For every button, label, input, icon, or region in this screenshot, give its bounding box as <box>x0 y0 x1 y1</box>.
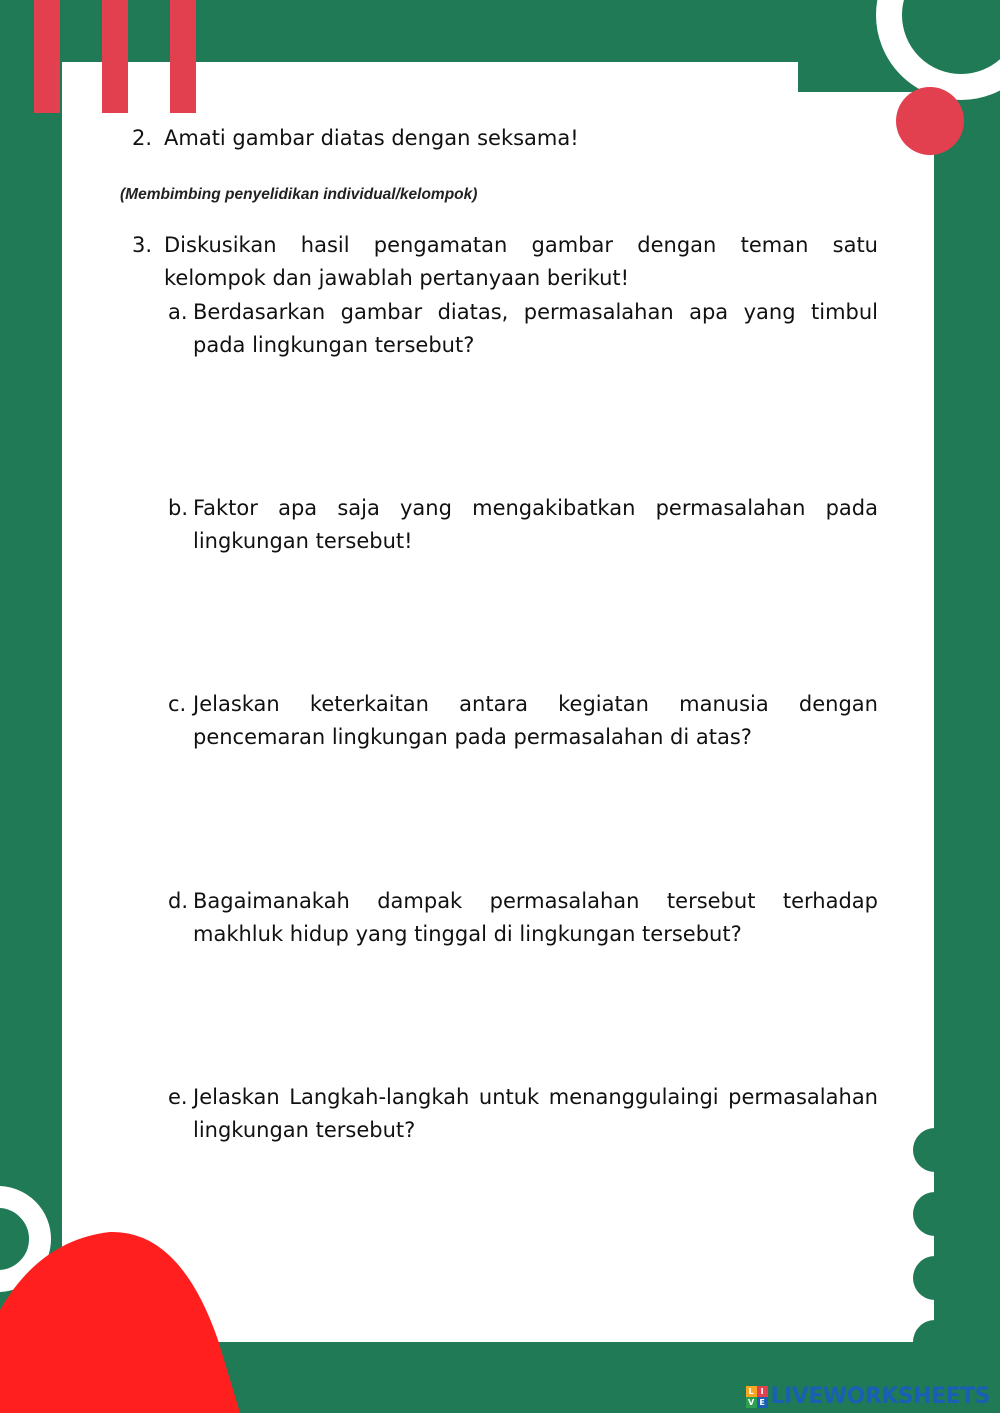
logo-mark-e: E <box>757 1397 768 1408</box>
question-3d-letter: d. <box>168 889 189 913</box>
question-3e-text: Jelaskan Langkah-langkah untuk menanggulaingi permasalahan lingkungan tersebut? <box>193 1085 878 1142</box>
question-3a-text: Berdasarkan gambar diatas, permasalahan apa yang timbul pada lingkungan tersebut? <box>193 300 878 357</box>
liveworksheets-logo-text: LIVEWORKSHEETS <box>770 1384 990 1409</box>
section-note: (Membimbing penyelidikan individual/kelompok) <box>120 186 478 203</box>
question-3a-letter: a. <box>168 300 188 324</box>
question-3c <box>0 688 1000 758</box>
question-3d <box>0 885 1000 955</box>
logo-mark-v: V <box>746 1397 757 1408</box>
question-3-number: 3. <box>132 233 153 257</box>
question-2-text: Amati gambar diatas dengan seksama! <box>164 126 579 150</box>
question-3a <box>0 296 1000 366</box>
question-3b-letter: b. <box>168 496 189 520</box>
logo-mark-l: L <box>746 1386 757 1397</box>
liveworksheets-logo-icon <box>746 1386 768 1408</box>
question-3e-letter: e. <box>168 1085 188 1109</box>
liveworksheets-logo[interactable] <box>746 1384 990 1409</box>
question-3c-letter: c. <box>168 692 187 716</box>
question-2 <box>0 122 1000 155</box>
question-3b <box>0 492 1000 562</box>
question-3b-text: Faktor apa saja yang mengakibatkan permasalahan pada lingkungan tersebut! <box>193 496 878 553</box>
question-3d-text: Bagaimanakah dampak permasalahan tersebut terhadap makhluk hidup yang tinggal di lingkungan tersebut? <box>193 889 878 946</box>
logo-mark-i: I <box>757 1386 768 1397</box>
question-3e <box>0 1081 1000 1151</box>
question-3-text: Diskusikan hasil pengamatan gambar dengan teman satu kelompok dan jawablah pertanyaan berikut! <box>164 233 878 290</box>
question-2-number: 2. <box>132 126 153 150</box>
question-3c-text: Jelaskan keterkaitan antara kegiatan manusia dengan pencemaran lingkungan pada permasalahan di atas? <box>193 692 878 749</box>
question-3 <box>0 229 1000 299</box>
